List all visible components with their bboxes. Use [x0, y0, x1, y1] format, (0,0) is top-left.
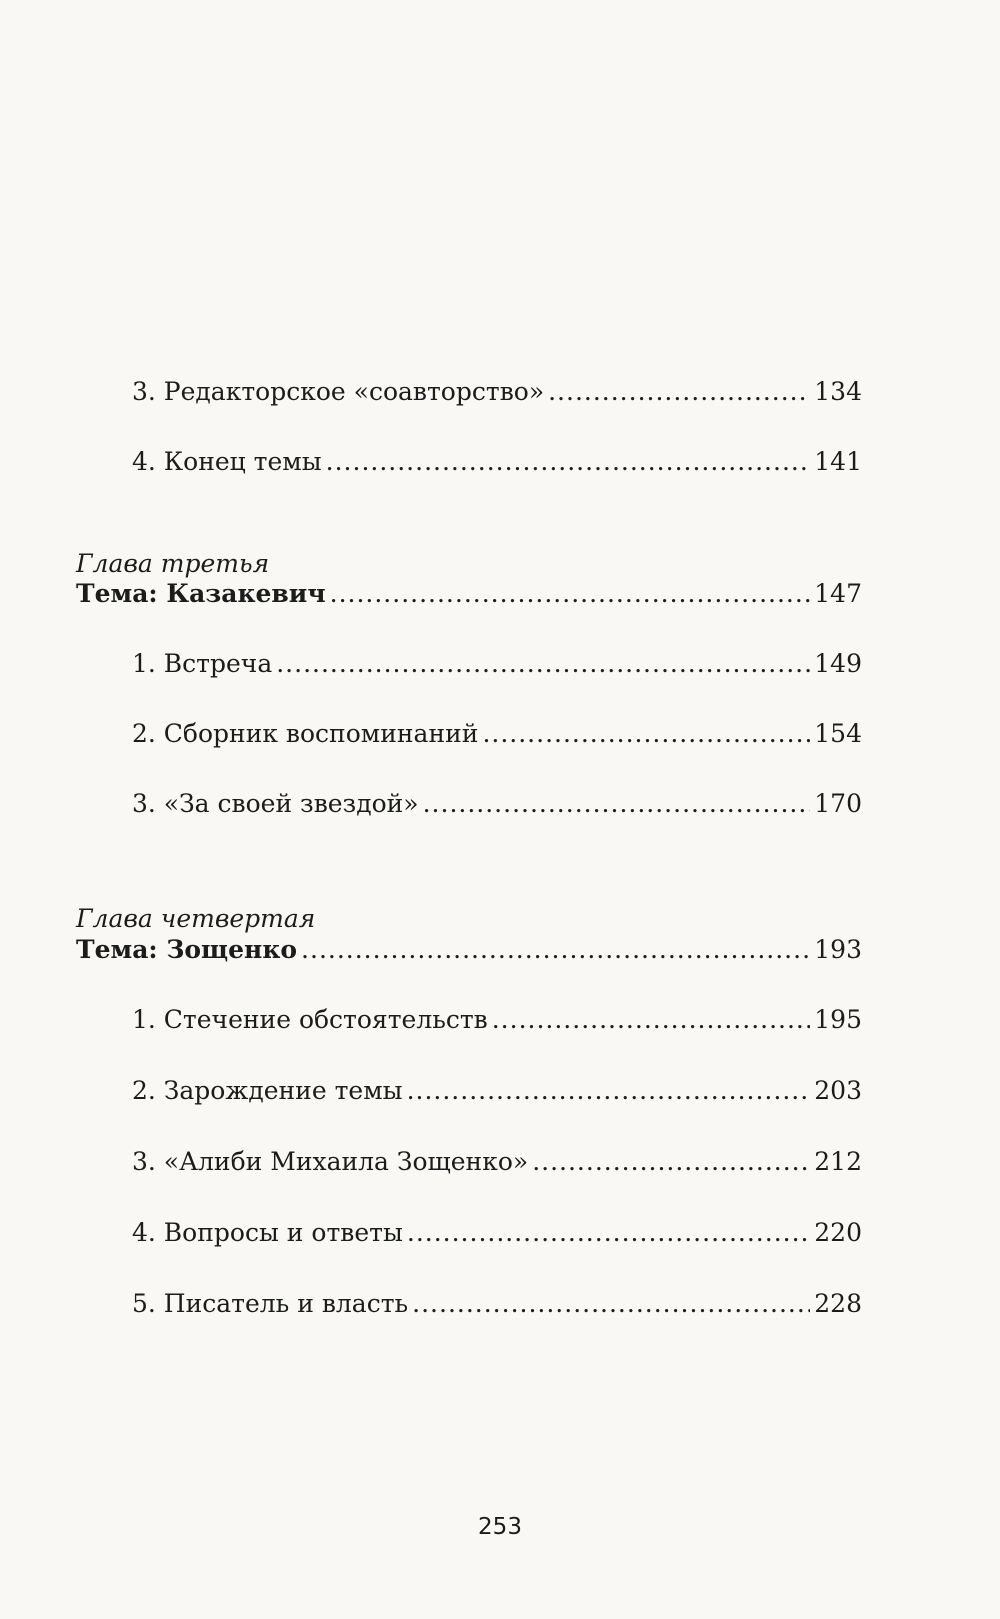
chapter4-title: Тема: Зощенко [76, 935, 298, 964]
toc-entry [132, 376, 862, 408]
toc-entry-page: 149 [814, 649, 862, 678]
chapter3-label: Глава третья [76, 549, 270, 578]
toc-entry [132, 1146, 862, 1178]
toc-entry [132, 718, 862, 750]
toc-entry [132, 1004, 862, 1036]
toc-entry-title: 5. Писатель и власть [132, 1289, 409, 1318]
chapter3-heading [76, 578, 862, 610]
dot-leader [482, 718, 810, 750]
toc-entry-title: 1. Стечение обстоятельств [132, 1005, 488, 1034]
toc-entry-page: 212 [814, 1147, 862, 1176]
toc-entry-title: 2. Зарождение темы [132, 1076, 403, 1105]
chapter3-title: Тема: Казакевич [76, 579, 326, 608]
toc-entry-title: 3. «За своей звездой» [132, 789, 419, 818]
dot-leader [532, 1146, 810, 1178]
dot-leader [412, 1288, 810, 1320]
toc-entry-page: 154 [814, 719, 862, 748]
toc-entry [132, 788, 862, 820]
toc-entry-page: 170 [814, 789, 862, 818]
dot-leader [326, 446, 811, 478]
chapter4-label: Глава четвертая [76, 904, 316, 933]
dot-leader [276, 648, 810, 680]
chapter3-page: 147 [814, 579, 862, 608]
toc-entry-page: 195 [814, 1005, 862, 1034]
toc-entry-title: 1. Встреча [132, 649, 273, 678]
dot-leader [407, 1217, 810, 1249]
toc-entry-page: 228 [814, 1289, 862, 1318]
toc-entry-title: 4. Конец темы [132, 447, 322, 476]
toc-entry-title: 3. «Алиби Михаила Зощенко» [132, 1147, 529, 1176]
dot-leader [407, 1075, 811, 1107]
chapter4-heading [76, 934, 862, 966]
chapter4-page: 193 [814, 935, 862, 964]
dot-leader [492, 1004, 811, 1036]
toc-entry-title: 3. Редакторское «соавторство» [132, 377, 545, 406]
toc-entry-title: 4. Вопросы и ответы [132, 1218, 403, 1247]
toc-entry [132, 648, 862, 680]
toc-entry [132, 1075, 862, 1107]
toc-entry-title: 2. Сборник воспоминаний [132, 719, 479, 748]
toc-entry-page: 141 [814, 447, 862, 476]
page-number: 253 [478, 1514, 522, 1540]
dot-leader [330, 578, 811, 610]
toc-entry [132, 1217, 862, 1249]
dot-leader [301, 934, 810, 966]
dot-leader [423, 788, 811, 820]
toc-entry [132, 446, 862, 478]
toc-entry-page: 203 [814, 1076, 862, 1105]
toc-entry-page: 220 [814, 1218, 862, 1247]
toc-entry-page: 134 [814, 377, 862, 406]
toc-entry [132, 1288, 862, 1320]
dot-leader [548, 376, 810, 408]
